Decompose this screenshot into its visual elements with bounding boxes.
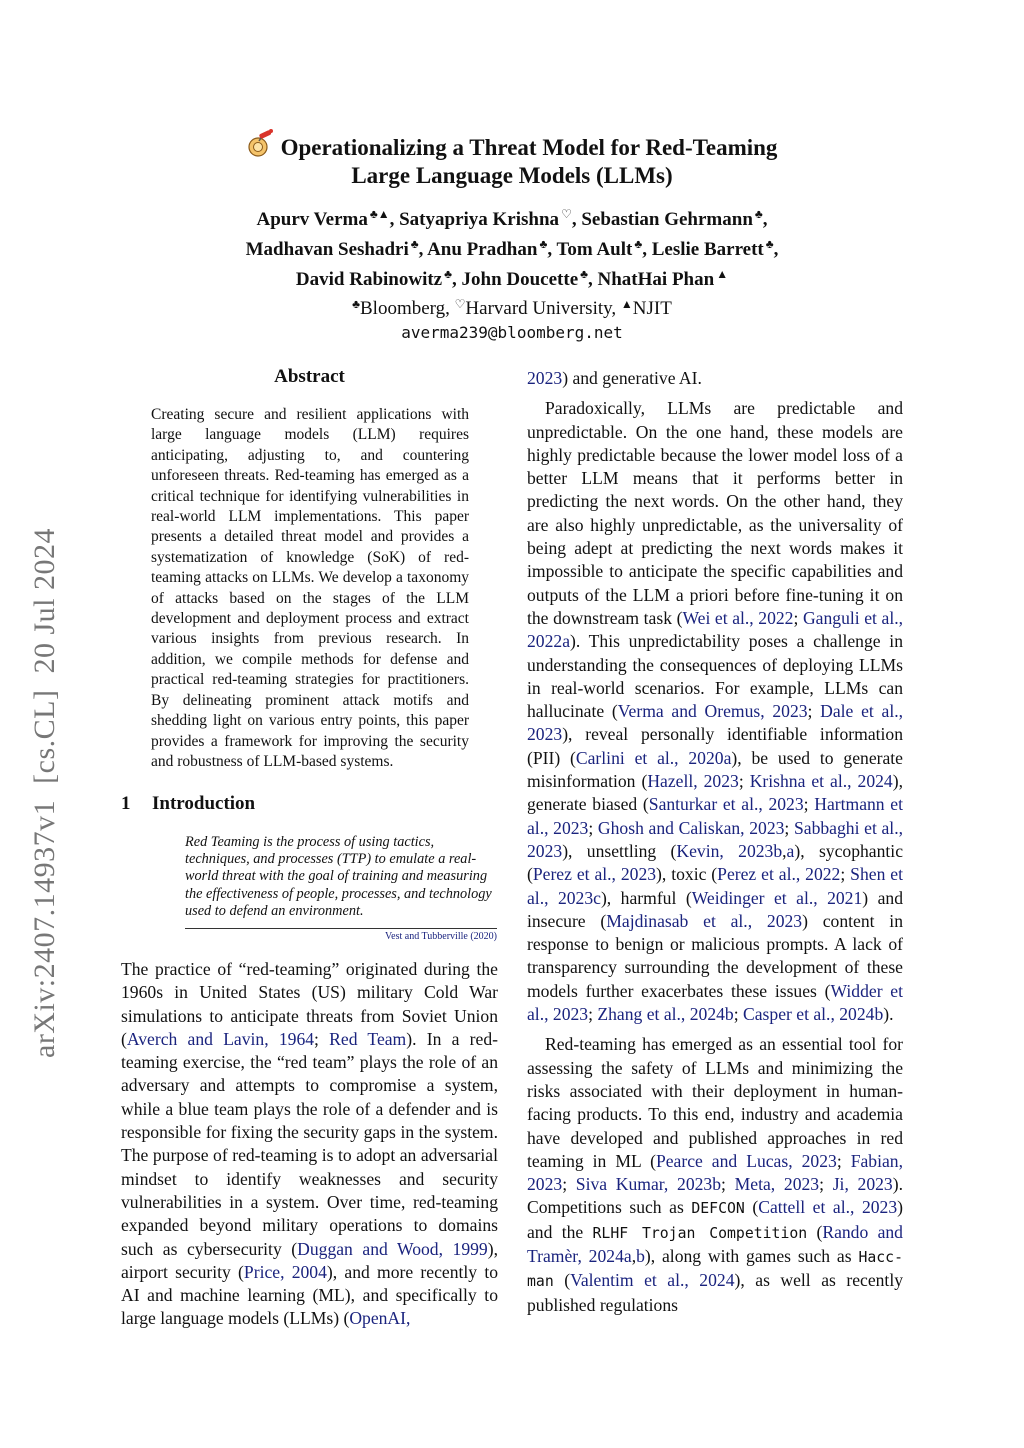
citation-link[interactable]: Zhang et al., 2024b (597, 1004, 734, 1025)
author-separator: , (588, 269, 598, 290)
citation-link[interactable]: Siva Kumar, 2023b (575, 1174, 722, 1195)
author-name: Anu Pradhan (427, 239, 538, 260)
author-separator: , (571, 209, 582, 230)
citation-link[interactable]: Hartmann et al., 2023 (527, 794, 903, 838)
body-text: ). Competitions such as (527, 1174, 903, 1218)
body-text: ( (553, 1270, 571, 1291)
body-text: ) content in response to benign or malicious prompts. A lack of transparency surrounding the development of these models further exacerbates these issues ( (527, 910, 903, 1001)
abstract-heading: Abstract (274, 366, 345, 387)
author-affiliation-mark: ♣ (580, 267, 589, 281)
contact-email[interactable]: averma239@bloomberg.net (401, 323, 623, 342)
body-text: ; (733, 1004, 744, 1025)
body-text: ; (819, 1174, 833, 1195)
citation-link[interactable]: Price, 2004 (243, 1261, 327, 1282)
body-text: ) and the (527, 1197, 903, 1242)
author-affiliation-mark: ♣ (754, 207, 763, 221)
citation-link[interactable]: Majdinasab et al., 2023 (606, 910, 803, 931)
citation-link[interactable]: b (636, 1245, 645, 1266)
section-title: Introduction (152, 793, 256, 814)
citation-link[interactable]: Shen et al., 2023c (527, 864, 903, 908)
epigraph-text: Red Teaming is the process of using tactics, techniques, and processes (TTP) to emulate a real-world threat with the goal of training and measuring the effectiveness of people, processes, and technology used to defend an environment. (185, 834, 492, 919)
code-term: RLHF Trojan Competition (592, 1224, 808, 1242)
body-text: ), and more recently to AI and machine learning (ML), and specifically to large language models (LLMs) ( (121, 1261, 498, 1329)
citation-link[interactable]: 2023 (527, 368, 563, 388)
body-text: ; (807, 701, 821, 722)
epigraph-citation[interactable]: Vest and Tubberville (2020) (385, 931, 497, 942)
body-text: ), unsettling ( (562, 840, 677, 861)
citation-link[interactable]: a (786, 840, 795, 861)
citation-link[interactable]: Rando and Tramèr, 2024a (527, 1221, 903, 1266)
body-text: ; (793, 607, 803, 628)
body-text: , (631, 1245, 637, 1266)
citation-link[interactable]: Duggan and Wood, 1999 (297, 1238, 488, 1259)
citation-link[interactable]: Santurkar et al., 2023 (648, 794, 804, 815)
body-text: ). In a red-teaming exercise, the “red team” plays the role of an adversary and attempts to compromise a system, while a blue team plays the role of a defender and is responsible for fixing the security gaps in the system. The purpose of red-teaming is to adopt an adversarial mindset to identify weaknesses and security vulnerabilities in a system. Over time, red-teaming expanded beyond military operations to domains such as cybersecurity ( (121, 1028, 498, 1259)
author-name: Madhavan Seshadri (245, 239, 409, 260)
body-text: ), harmful ( (600, 887, 692, 908)
author-name: NhatHai Phan (597, 269, 715, 290)
body-text: , (782, 840, 787, 861)
citation-link[interactable]: Valentim et al., 2024 (570, 1270, 735, 1291)
body-text: ; (588, 817, 598, 838)
citation-link[interactable]: Carlini et al., 2020a (575, 747, 732, 768)
body-paragraph (527, 367, 903, 390)
body-text: ) and insecure ( (527, 887, 903, 931)
citation-link[interactable]: Perez et al., 2022 (717, 864, 841, 885)
affiliation-name: Harvard University (465, 298, 612, 319)
citation-link[interactable]: Weidinger et al., 2021 (691, 887, 863, 908)
abstract-text: Creating secure and resilient applications with large language models (LLM) requires anticipating, adjusting to, and countering unforeseen threats. Red-teaming has emerged as a critical technique for identifying vulnerabilities in real-world LLM implementations. This paper presents a detailed threat model and provides a systematization of knowledge (SoK) of red-teaming attacks on LLMs. We develop a taxonomy of attacks based on the stages of the LLM development and deployment process and extract various insights from previous research. In addition, we compile methods for defense and practical red-teaming strategies for practitioners. By delineating prominent attack motifs and shedding light on various entry points, this paper provides a framework for improving the security and robustness of LLM-based systems. (151, 406, 469, 770)
body-text: The practice of “red-teaming” originated during the 1960s in United States (US) military Cold War simulations to anticipate threats from Soviet Union ( (121, 959, 498, 1049)
author-name: Apurv Verma (256, 209, 368, 230)
section-heading (121, 793, 255, 815)
author-separator: , (452, 269, 462, 290)
affiliation-mark: ♡ (454, 297, 466, 311)
citation-link[interactable]: Verma and Oremus, 2023 (617, 701, 808, 722)
citation-link[interactable]: Meta, 2023 (734, 1174, 820, 1195)
citation-link[interactable]: Fabian, 2023 (527, 1150, 903, 1195)
body-text: ; (588, 1004, 598, 1025)
red-team-logo-icon (247, 128, 275, 158)
citation-link[interactable]: Wei et al., 2022 (682, 607, 794, 628)
affiliation-mark: ▲ (620, 297, 633, 311)
affiliation-name: Bloomberg (360, 298, 446, 319)
body-text: ; (738, 771, 750, 792)
citation-link[interactable]: Casper et al., 2024b (743, 1004, 884, 1025)
author-affiliation-mark: ♣ (539, 237, 548, 251)
body-text: ; (784, 817, 794, 838)
body-text: Red-teaming has emerged as an essential tool for assessing the safety of LLMs and minimizing the risks associated with their deployment in human-facing products. To this end, industry and academia have developed and published approaches in red teaming in ML ( (527, 1034, 903, 1171)
citation-link[interactable]: Dale et al., 2023 (527, 701, 903, 745)
author-separator: , (547, 239, 557, 260)
citation-link[interactable]: Sabbaghi et al., 2023 (527, 817, 903, 861)
author-affiliation-mark: ♣ (765, 237, 774, 251)
arxiv-identifier: arXiv:2407.14937v1 [cs.CL] 20 Jul 2024 (28, 528, 61, 1058)
body-paragraph (527, 1033, 903, 1317)
citation-link[interactable]: OpenAI, (349, 1308, 411, 1329)
title-block (0, 128, 1024, 345)
citation-link[interactable]: Red Team (329, 1028, 407, 1049)
author-affiliation-mark: ♣ (410, 237, 419, 251)
author-separator: , (773, 239, 779, 260)
body-text: ), along with games such as (644, 1245, 859, 1266)
citation-link[interactable]: Ganguli et al., 2022a (527, 607, 904, 652)
affiliation-name: NJIT (632, 298, 672, 319)
author-separator: , (642, 239, 652, 260)
body-text: ( (807, 1221, 823, 1242)
title-line-2: Large Language Models (LLMs) (351, 163, 673, 188)
author-line-1 (0, 202, 1024, 232)
author-name: Satyapriya Krishna (399, 209, 560, 230)
body-text: ; (836, 1150, 851, 1171)
author-separator: , (762, 209, 768, 230)
body-text: ), reveal personally identifiable information (PII) ( (527, 724, 903, 768)
author-name: Sebastian Gehrmann (581, 209, 753, 230)
citation-link[interactable]: Cattell et al., 2023 (758, 1197, 898, 1218)
author-line-2 (0, 232, 1024, 262)
body-text: ; (803, 794, 815, 815)
intro-paragraph-left (121, 958, 498, 1331)
author-affiliation-mark: ▲ (716, 267, 729, 281)
author-separator: , (389, 209, 400, 230)
body-text: ), as well as recently published regulations (527, 1270, 904, 1315)
body-text: ), airport security ( (121, 1238, 498, 1282)
code-term: DEFCON (691, 1200, 745, 1218)
citation-link[interactable]: Krishna et al., 2024 (749, 771, 893, 792)
body-text: ). This unpredictability poses a challenge in understanding the consequences of deploying LLMs in real-world scenarios. For example, LLMs can hallucinate ( (527, 631, 903, 722)
body-text: Paradoxically, LLMs are predictable and unpredictable. On the one hand, these models are highly predictable because the lower model loss of a better LLM means that it performs better in predicting the next words. On the other hand, they are also highly unpredictable, as the universality of being adept at predicting the next words makes it impossible to anticipate the specific capabilities and outputs of the LLM a priori before fine-tuning it on the downstream task ( (527, 398, 903, 628)
body-text: ). (883, 1004, 894, 1025)
body-text: ; (840, 864, 851, 885)
body-text: ), toxic ( (656, 864, 718, 885)
section-number: 1 (121, 793, 131, 814)
citation-link[interactable]: Averch and Lavin, 1964 (126, 1028, 315, 1049)
citation-link[interactable]: Ji, 2023 (832, 1174, 893, 1195)
author-list (0, 202, 1024, 292)
citation-link[interactable]: Ghosh and Caliskan, 2023 (597, 817, 785, 838)
author-line-3 (0, 262, 1024, 292)
body-paragraph (527, 397, 903, 1026)
author-name: Leslie Barrett (651, 239, 764, 260)
citation-link[interactable]: Kevin, 2023b (676, 840, 783, 861)
author-affiliation-mark: ♣▲ (369, 207, 390, 221)
author-affiliation-mark: ♡ (561, 207, 572, 221)
body-text: ), generate biased ( (527, 771, 903, 815)
body-text: ; (562, 1174, 576, 1195)
affiliation-mark: ♣ (352, 297, 360, 311)
author-separator: , (418, 239, 428, 260)
code-term: Hacc-man (527, 1248, 903, 1291)
body-text: ), be used to generate misinformation ( (527, 747, 903, 792)
author-affiliation-mark: ♣ (634, 237, 643, 251)
paper-title (0, 128, 1024, 190)
body-text: ; (721, 1174, 735, 1195)
affiliations: ♣Bloomberg, ♡Harvard University, ▲NJIT (352, 297, 672, 319)
author-affiliation-mark: ♣ (444, 267, 452, 281)
citation-link[interactable]: Hazell, 2023 (647, 771, 739, 792)
body-text: ( (744, 1197, 759, 1218)
citation-link[interactable]: Widder et al., 2023 (527, 980, 903, 1025)
body-text: ; (314, 1028, 330, 1049)
right-column (527, 367, 903, 1317)
title-line-1: Operationalizing a Threat Model for Red-Teaming (280, 135, 778, 160)
body-text: ), sycophantic ( (527, 840, 903, 885)
epigraph-rule (185, 928, 497, 929)
citation-link[interactable]: Pearce and Lucas, 2023 (655, 1150, 837, 1171)
author-name: Tom Ault (556, 239, 633, 260)
citation-link[interactable]: Perez et al., 2023 (532, 864, 657, 885)
body-text: ) and generative AI. (562, 368, 702, 388)
author-name: John Doucette (461, 269, 579, 290)
author-name: David Rabinowitz (295, 269, 443, 290)
